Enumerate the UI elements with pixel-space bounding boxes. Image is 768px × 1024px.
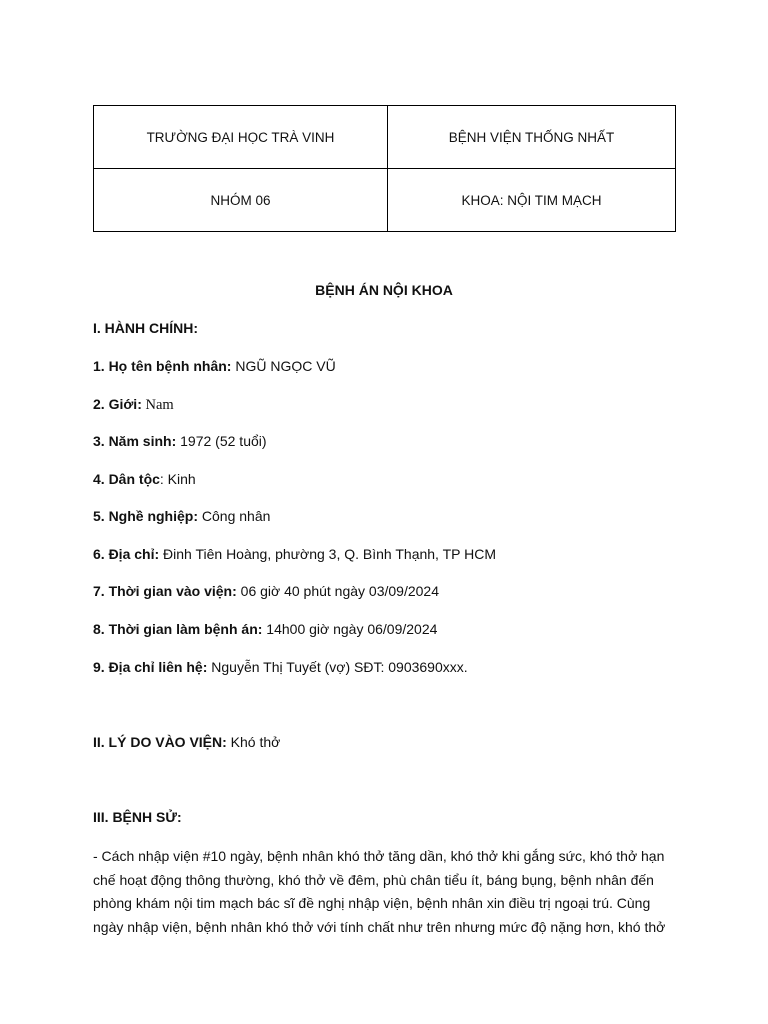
occupation-value: Công nhân: [198, 508, 271, 524]
record-time-value: 14h00 giờ ngày 06/09/2024: [262, 621, 438, 637]
document-title: BỆNH ÁN NỘI KHOA: [315, 282, 453, 298]
birth-year-label: 3. Năm sinh:: [93, 433, 177, 449]
hospital-name: BỆNH VIỆN THỐNG NHẤT: [388, 106, 676, 169]
ethnicity-line: [93, 471, 196, 487]
contact-value: Nguyễn Thị Tuyết (vợ) SĐT: 0903690xxx.: [207, 659, 468, 675]
medical-history-heading: III. BỆNH SỬ:: [93, 809, 182, 825]
birth-year-value: 1972 (52 tuổi): [176, 433, 267, 449]
record-time-line: [93, 621, 437, 637]
address-value: Đinh Tiên Hoàng, phường 3, Q. Bình Thạnh, TP HCM: [159, 546, 496, 562]
gender-line: [93, 396, 174, 414]
contact-line: [93, 659, 468, 675]
patient-name-value: NGŨ NGỌC VŨ: [231, 358, 336, 374]
header-row: [94, 169, 676, 232]
group-name: NHÓM 06: [94, 169, 388, 232]
occupation-line: [93, 508, 270, 524]
header-table: [93, 105, 676, 232]
admission-reason-line: [93, 734, 280, 750]
admission-time-line: [93, 583, 439, 599]
admission-reason-heading: II. LÝ DO VÀO VIỆN:: [93, 734, 227, 750]
contact-label: 9. Địa chỉ liên hệ:: [93, 659, 208, 675]
school-name: TRƯỜNG ĐẠI HỌC TRÀ VINH: [94, 106, 388, 169]
address-line: [93, 546, 496, 562]
address-label: 6. Địa chỉ:: [93, 546, 160, 562]
medical-history-paragraph: - Cách nhập viện #10 ngày, bệnh nhân khó thở tăng dần, khó thở khi gắng sức, khó thở hạn chế hoạt động thông thường, khó thở về đêm, phù chân tiểu ít, báng bụng, bệnh nhân đến phòng khám nội tim mạch bác sĩ đề nghị nhập viện, bệnh nhân xin điều trị ngoại trú. Cùng ngày nhập viện, bệnh nhân khó thở với tính chất như trên nhưng mức độ nặng hơn, khó thở: [93, 848, 666, 935]
header-row: [94, 106, 676, 169]
section-administrative-heading: I. HÀNH CHÍNH:: [93, 320, 198, 336]
gender-label: 2. Giới:: [93, 396, 142, 412]
patient-name-line: [93, 358, 336, 374]
occupation-label: 5. Nghề nghiệp:: [93, 508, 198, 524]
patient-name-label: 1. Họ tên bệnh nhân:: [93, 358, 232, 374]
admission-time-value: 06 giờ 40 phút ngày 03/09/2024: [236, 583, 439, 599]
gender-value: Nam: [141, 397, 174, 413]
department-name: KHOA: NỘI TIM MẠCH: [388, 169, 676, 232]
record-time-label: 8. Thời gian làm bệnh án:: [93, 621, 263, 637]
admission-time-label: 7. Thời gian vào viện:: [93, 583, 237, 599]
ethnicity-label: 4. Dân tộc: [93, 471, 160, 487]
birth-year-line: [93, 433, 267, 449]
ethnicity-value: : Kinh: [159, 471, 196, 487]
admission-reason-value: Khó thở: [226, 734, 281, 750]
